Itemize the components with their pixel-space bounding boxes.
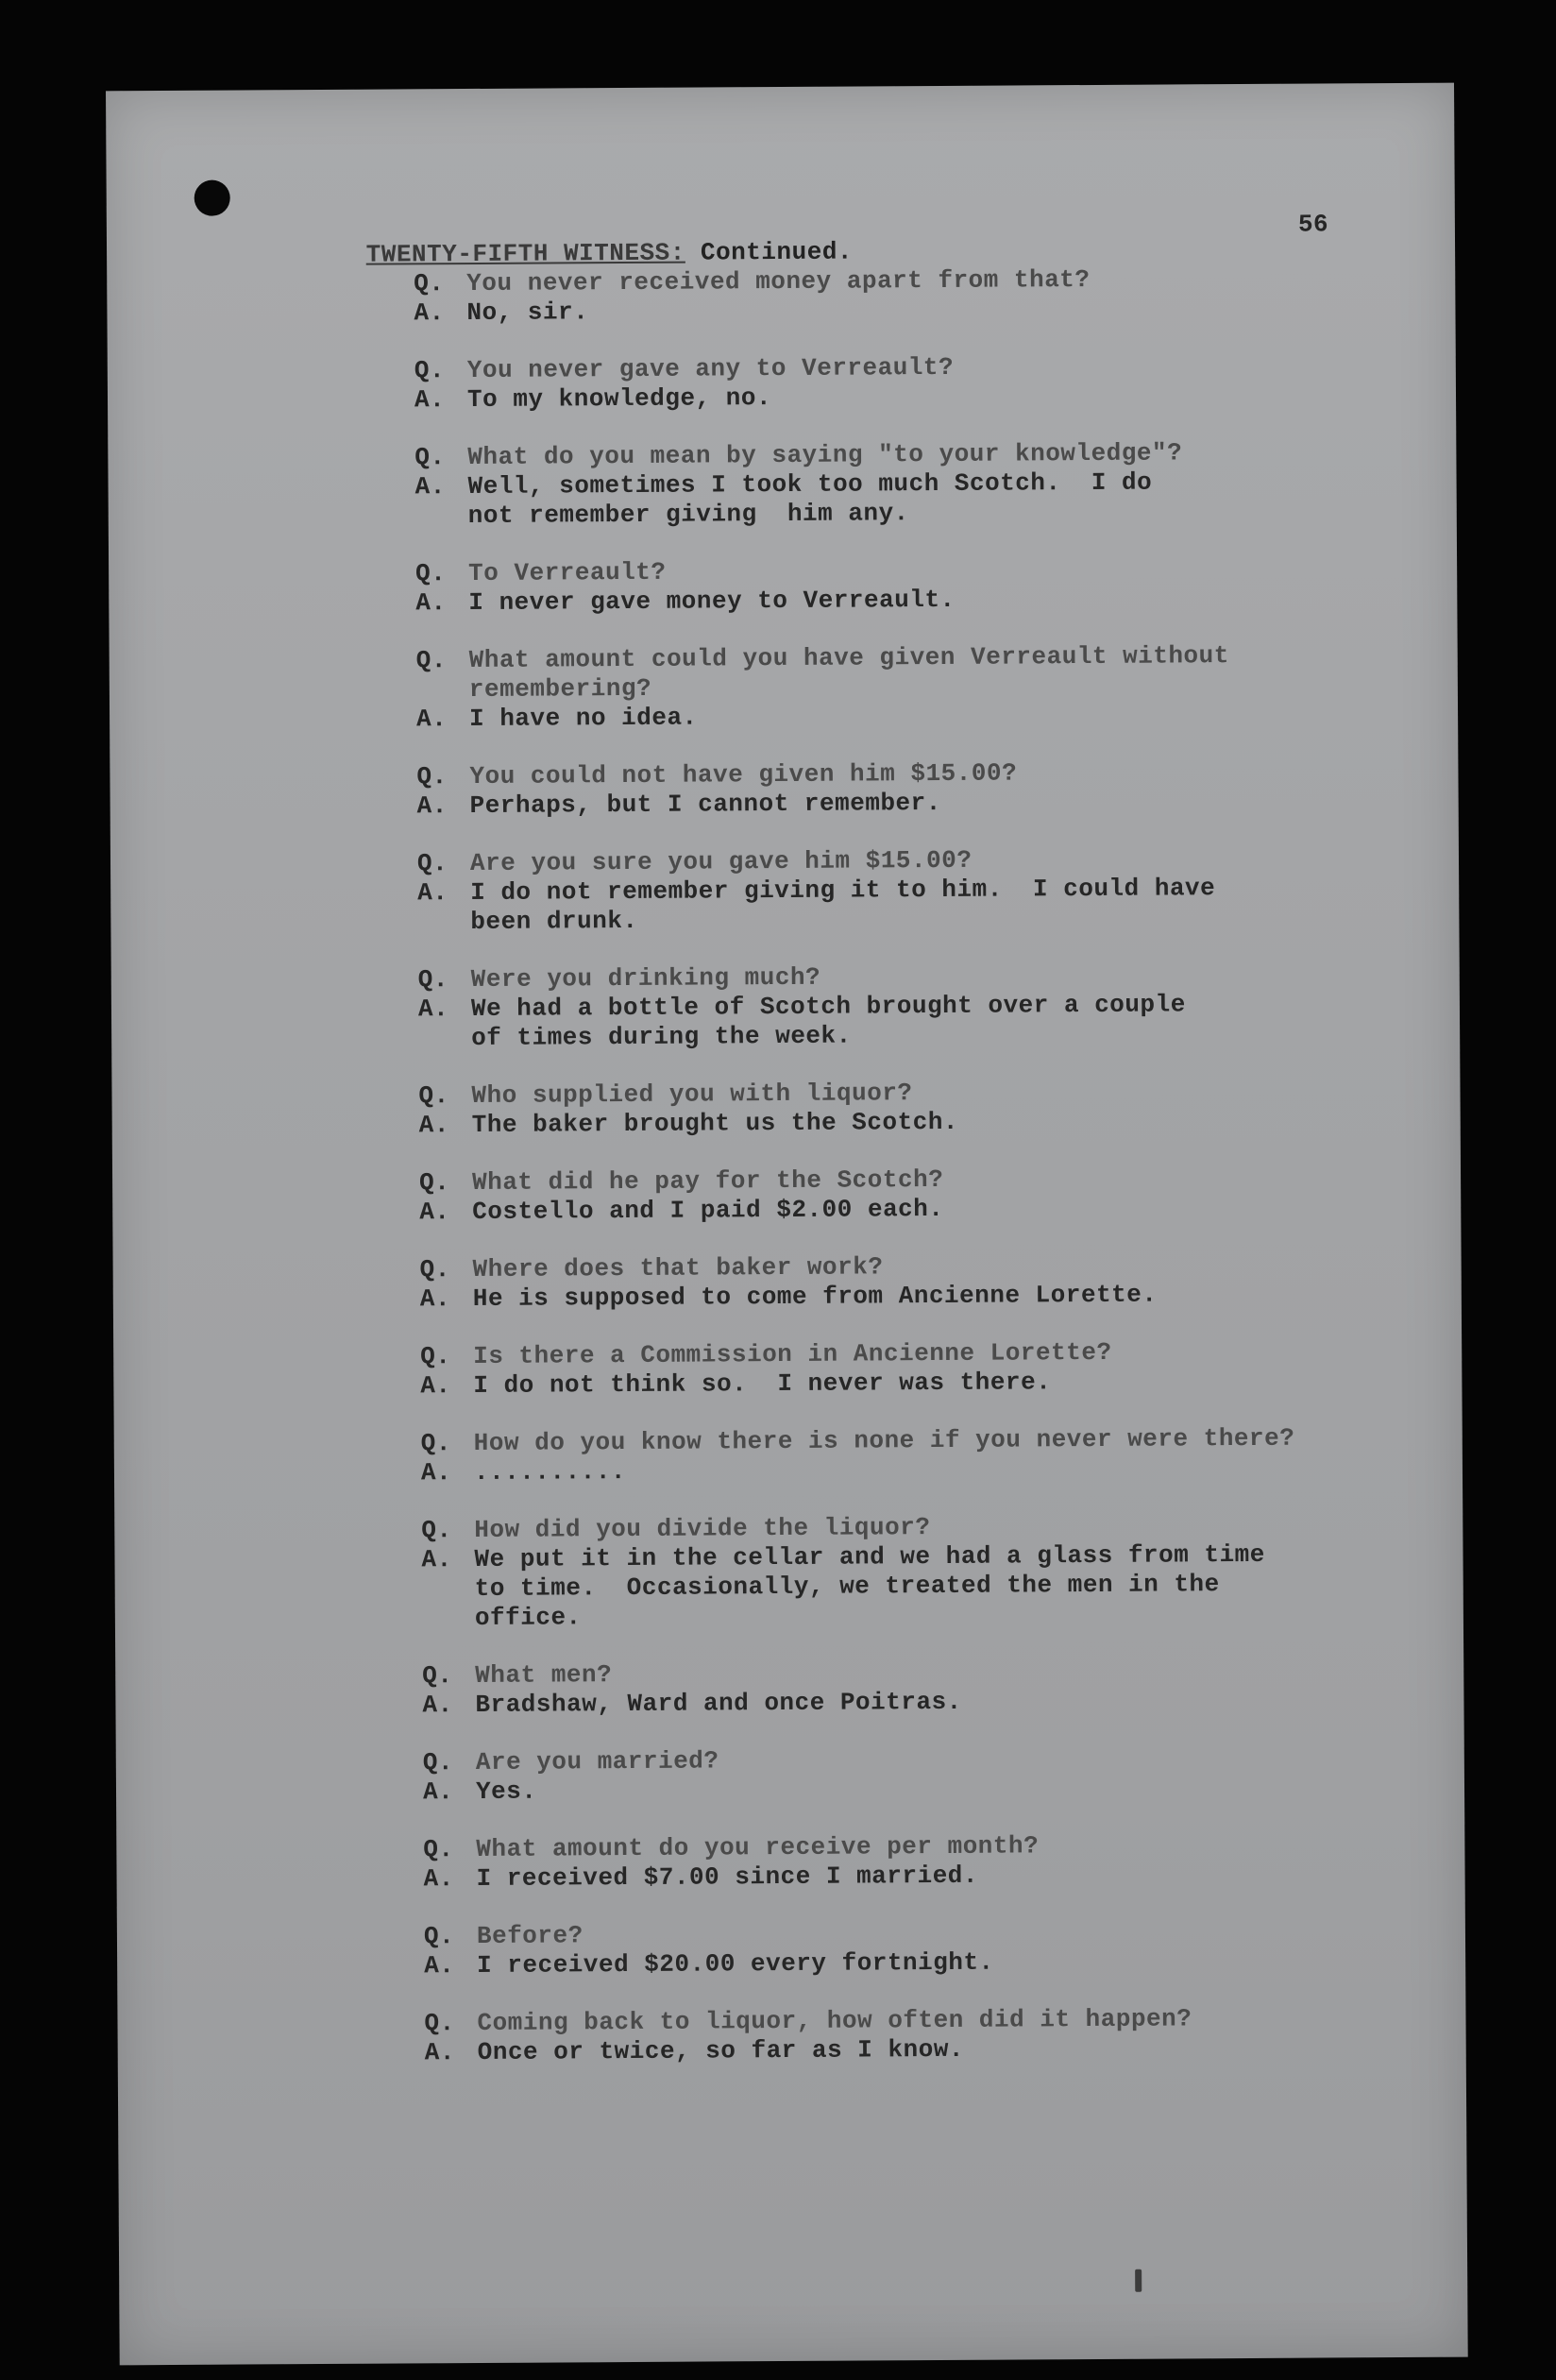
answer-text: He is supposed to come from Ancienne Lorette. [472,1280,1158,1314]
question-text: Are you married? [475,1746,719,1777]
question-text: Are you sure you gave him $15.00? [469,845,972,878]
qa-pair [424,1916,1415,1980]
answer-text: .......... [473,1457,627,1488]
question-line [416,640,1408,705]
qa-pair [421,1510,1413,1633]
answer-line [421,1539,1413,1633]
answer-text: Perhaps, but I cannot remember. [469,788,941,821]
answer-line [425,2032,1416,2067]
answer-line [421,1453,1412,1488]
answer-line [422,1685,1413,1720]
answer-marker: A. [414,385,446,415]
answer-line [424,1946,1415,1980]
answer-text: I have no idea. [468,703,698,734]
answer-marker: A. [423,1864,454,1894]
answer-line [416,699,1408,734]
question-text: You never gave any to Verreault? [466,352,955,385]
answer-line [419,1105,1411,1140]
answer-text: We had a bottle of Scotch brought over a couple of times during the week. [470,990,1186,1053]
answer-text: To my knowledge, no. [466,383,772,415]
answer-text: Once or twice, so far as I know. [477,2034,965,2066]
qa-transcript [414,264,1416,2096]
answer-marker: A. [416,791,448,821]
paper-mark [1135,2270,1142,2292]
answer-marker: A. [419,1198,450,1227]
question-marker: Q. [417,965,449,994]
question-marker: Q. [422,1748,454,1777]
answer-text: I do not remember giving it to him. I could have been drunk. [470,874,1216,937]
question-marker: Q. [416,849,448,878]
question-marker: Q. [424,2009,455,2038]
answer-line [423,1859,1414,1894]
punch-hole [194,180,230,216]
answer-marker: A. [417,878,448,908]
answer-text: We put it in the cellar and we had a glass from time to time. Occasionally, we treated the men in the office. [474,1539,1265,1633]
question-text: Is there a Commission in Ancienne Lorette? [473,1337,1112,1371]
question-marker: Q. [422,1661,453,1691]
question-text: Who supplied you with liquor? [471,1079,913,1111]
question-marker: Q. [423,1835,454,1864]
qa-pair [420,1336,1412,1401]
answer-text: Costello and I paid $2.00 each. [472,1194,944,1227]
answer-line [418,989,1410,1053]
qa-pair [414,437,1407,531]
answer-marker: A. [414,298,445,328]
question-marker: Q. [414,356,446,385]
question-marker: Q. [415,646,448,675]
qa-pair [416,756,1408,821]
question-text: You never received money apart from that? [466,264,1091,298]
question-marker: Q. [414,269,445,298]
answer-text: I never gave money to Verreault. [468,585,956,618]
answer-marker: A. [422,1777,454,1807]
answer-marker: A. [414,472,446,502]
question-text: What do you mean by saying "to your knowledge"? [467,438,1183,472]
qa-pair [414,350,1406,415]
answer-text: I received $20.00 every fortnight. [477,1947,994,1980]
answer-line [423,1772,1414,1807]
question-marker: Q. [419,1255,450,1284]
qa-pair [415,553,1407,618]
answer-line [414,467,1406,531]
question-text: Were you drinking much? [470,962,821,994]
question-marker: Q. [415,559,447,588]
answer-marker: A. [415,705,448,734]
answer-marker: A. [422,1691,453,1720]
answer-line [414,380,1406,415]
answer-marker: A. [421,1545,452,1574]
qa-pair [414,264,1405,328]
answer-line [420,1366,1412,1401]
answer-marker: A. [424,2038,456,2067]
qa-pair [420,1250,1412,1314]
qa-pair [422,1656,1413,1720]
answer-line [417,786,1409,821]
answer-text: Well, sometimes I took too much Scotch. I do not remember giving him any. [467,468,1153,531]
question-marker: Q. [420,1429,452,1458]
question-marker: Q. [418,1081,449,1111]
question-text: You could not have given him $15.00? [469,758,1018,791]
answer-line [419,1192,1411,1227]
qa-pair [418,960,1411,1053]
answer-text: Yes. [475,1776,537,1807]
answer-text: I received $7.00 since I married. [476,1861,979,1893]
continued-text: Continued. [685,237,854,267]
typewritten-sheet [106,83,1468,2366]
qa-pair [423,1742,1414,1807]
question-marker: Q. [414,443,446,472]
answer-text: Bradshaw, Ward and once Poitras. [475,1687,962,1720]
answer-marker: A. [420,1371,451,1401]
answer-text: I do not think so. I never was there. [473,1368,1052,1401]
qa-pair [421,1423,1412,1488]
answer-marker: A. [418,1111,450,1140]
qa-pair [417,843,1410,937]
qa-pair [424,2003,1415,2067]
answer-marker: A. [420,1458,452,1488]
question-text: How did you divide the liquor? [474,1513,931,1545]
page-number: 56 [1297,210,1329,239]
question-text: Before? [476,1921,584,1950]
question-marker: Q. [416,762,448,791]
answer-marker: A. [419,1284,451,1314]
answer-marker: A. [417,994,449,1024]
answer-line [415,583,1407,618]
question-text: Where does that baker work? [472,1252,884,1284]
answer-text: No, sir. [466,298,589,328]
question-text: What amount do you receive per month? [476,1831,1040,1863]
answer-line [420,1279,1412,1314]
qa-pair [416,640,1409,734]
question-text: What did he pay for the Scotch? [471,1164,944,1198]
answer-marker: A. [415,588,447,618]
answer-line [414,293,1405,328]
question-marker: Q. [418,1168,450,1198]
question-marker: Q. [420,1342,451,1371]
answer-line [417,873,1409,937]
question-text: What men? [475,1660,613,1691]
question-marker: Q. [423,1922,455,1951]
qa-pair [423,1829,1414,1894]
answer-marker: A. [424,1951,455,1980]
witness-label: TWENTY-FIFTH WITNESS: [365,238,685,269]
question-marker: Q. [421,1516,452,1545]
answer-text: The baker brought us the Scotch. [471,1107,959,1140]
question-text: Coming back to liquor, how often did it happen? [477,2004,1192,2037]
qa-pair [418,1076,1410,1140]
question-text: What amount could you have given Verreault without remembering? [468,641,1229,705]
question-text: To Verreault? [468,557,667,588]
qa-pair [419,1163,1411,1227]
question-text: How do you know there is none if you never were there? [473,1423,1295,1458]
